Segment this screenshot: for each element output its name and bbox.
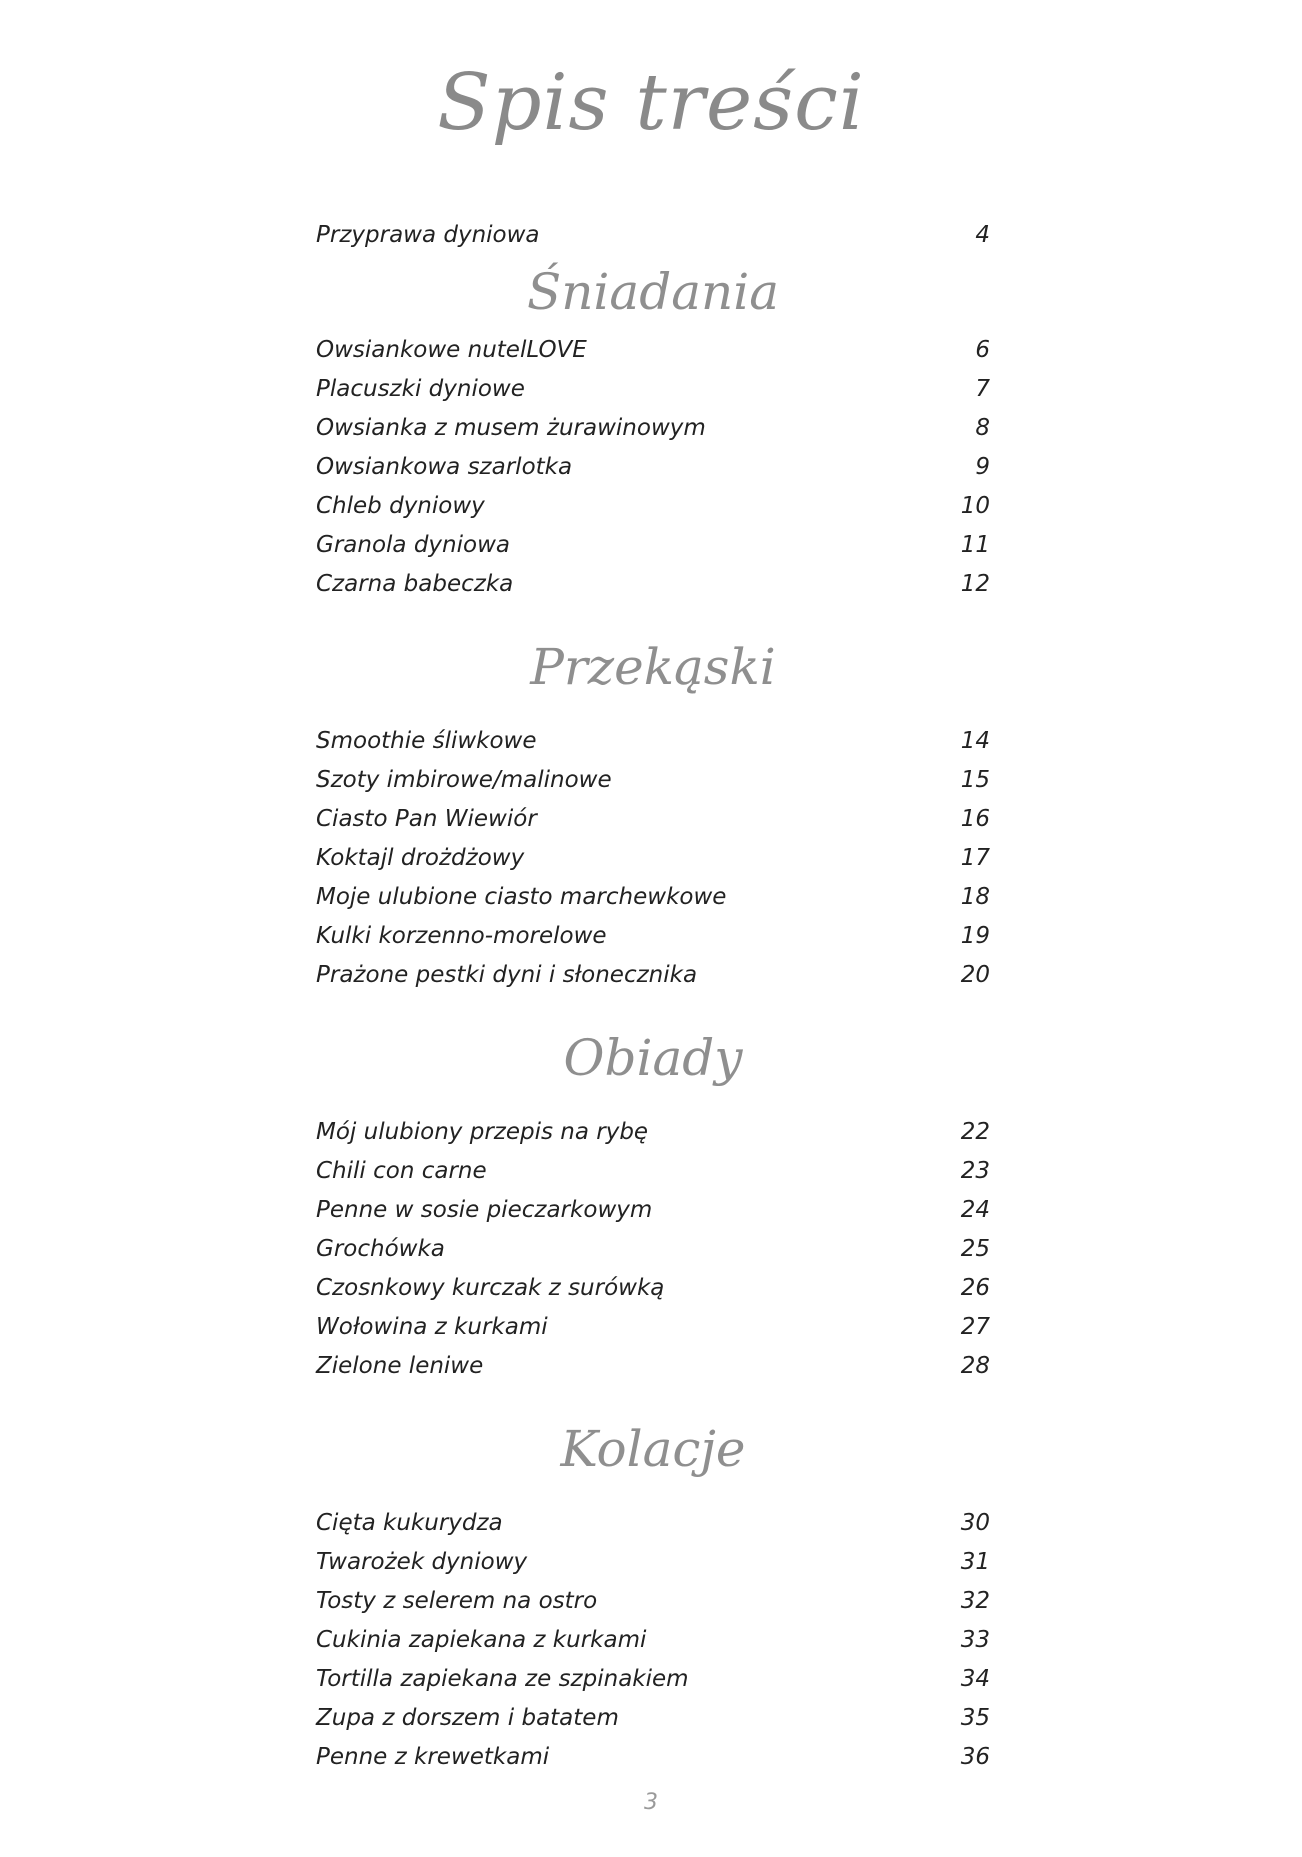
toc-entry-label: Cięta kukurydza bbox=[316, 1510, 503, 1536]
toc-entry-label: Granola dyniowa bbox=[316, 532, 510, 558]
toc-entry-label: Penne z krewetkami bbox=[316, 1744, 550, 1770]
toc-entry[interactable] bbox=[316, 800, 990, 839]
section-heading-sniadania: Śniadania bbox=[526, 263, 780, 321]
toc-entry-page: 11 bbox=[960, 532, 990, 558]
toc-entry-label: Cukinia zapiekana z kurkami bbox=[316, 1627, 647, 1653]
toc-entry[interactable] bbox=[316, 216, 990, 255]
toc-entry[interactable] bbox=[316, 487, 990, 526]
toc-entry-page: 24 bbox=[960, 1197, 990, 1223]
toc-entry-label: Kulki korzenno-morelowe bbox=[316, 923, 607, 949]
toc-entry-label: Mój ulubiony przepis na rybę bbox=[316, 1119, 649, 1145]
toc-entry[interactable] bbox=[316, 878, 990, 917]
toc-entry-page: 23 bbox=[960, 1158, 990, 1184]
toc-entry-page: 36 bbox=[960, 1744, 990, 1770]
table-of-contents bbox=[316, 216, 990, 1777]
toc-entry[interactable] bbox=[316, 1308, 990, 1347]
toc-entry-page: 17 bbox=[960, 845, 990, 871]
section-heading-kolacje: Kolacje bbox=[560, 1420, 746, 1478]
toc-entry-page: 34 bbox=[960, 1666, 990, 1692]
toc-entry-page: 35 bbox=[960, 1705, 990, 1731]
toc-entry-page: 19 bbox=[960, 923, 990, 949]
toc-entry-page: 4 bbox=[975, 222, 990, 248]
toc-entry-page: 33 bbox=[960, 1627, 990, 1653]
toc-entry-page: 30 bbox=[960, 1510, 990, 1536]
toc-entry-page: 15 bbox=[960, 767, 990, 793]
toc-entry-page: 6 bbox=[975, 337, 990, 363]
toc-entry[interactable] bbox=[316, 409, 990, 448]
toc-entry[interactable] bbox=[316, 917, 990, 956]
toc-entry[interactable] bbox=[316, 761, 990, 800]
toc-entry[interactable] bbox=[316, 1230, 990, 1269]
toc-entry-page: 14 bbox=[960, 728, 990, 754]
toc-entry-page: 20 bbox=[960, 962, 990, 988]
toc-entry[interactable] bbox=[316, 1699, 990, 1738]
toc-entry-label: Moje ulubione ciasto marchewkowe bbox=[316, 884, 727, 910]
toc-entry[interactable] bbox=[316, 1660, 990, 1699]
toc-entry[interactable] bbox=[316, 1152, 990, 1191]
toc-entry-label: Grochówka bbox=[316, 1236, 445, 1262]
toc-entry-label: Szoty imbirowe/malinowe bbox=[316, 767, 612, 793]
toc-entry-page: 16 bbox=[960, 806, 990, 832]
toc-entry[interactable] bbox=[316, 722, 990, 761]
toc-entry-page: 26 bbox=[960, 1275, 990, 1301]
toc-entry-page: 18 bbox=[960, 884, 990, 910]
toc-entry[interactable] bbox=[316, 1347, 990, 1386]
toc-entry-page: 27 bbox=[960, 1314, 990, 1340]
toc-entry[interactable] bbox=[316, 1269, 990, 1308]
toc-entry[interactable] bbox=[316, 1621, 990, 1660]
toc-entry-label: Owsiankowa szarlotka bbox=[316, 454, 573, 480]
toc-entry-label: Penne w sosie pieczarkowym bbox=[316, 1197, 653, 1223]
toc-entry-page: 25 bbox=[960, 1236, 990, 1262]
toc-entry[interactable] bbox=[316, 1738, 990, 1777]
toc-entry-label: Ciasto Pan Wiewiór bbox=[316, 806, 537, 832]
toc-entry[interactable] bbox=[316, 839, 990, 878]
toc-entry[interactable] bbox=[316, 565, 990, 604]
toc-entry-page: 32 bbox=[960, 1588, 990, 1614]
toc-entry-label: Prażone pestki dyni i słonecznika bbox=[316, 962, 698, 988]
toc-entry-page: 12 bbox=[960, 571, 990, 597]
toc-entry-page: 7 bbox=[975, 376, 990, 402]
toc-entry-label: Zielone leniwe bbox=[316, 1353, 484, 1379]
page-number: 3 bbox=[644, 1790, 658, 1815]
toc-entry[interactable] bbox=[316, 1543, 990, 1582]
toc-entry-label: Tosty z selerem na ostro bbox=[316, 1588, 598, 1614]
section-heading-przekaski: Przekąski bbox=[530, 638, 776, 696]
page-title: Spis treści bbox=[437, 58, 865, 148]
toc-entry[interactable] bbox=[316, 370, 990, 409]
toc-entry-label: Chleb dyniowy bbox=[316, 493, 485, 519]
toc-entry-label: Owsianka z musem żurawinowym bbox=[316, 415, 706, 441]
toc-entry-label: Tortilla zapiekana ze szpinakiem bbox=[316, 1666, 689, 1692]
toc-entry-label: Owsiankowe nutelLOVE bbox=[316, 337, 587, 363]
toc-entry-page: 8 bbox=[975, 415, 990, 441]
toc-entry-label: Czosnkowy kurczak z surówką bbox=[316, 1275, 665, 1301]
section-heading-obiady: Obiady bbox=[563, 1029, 743, 1087]
toc-entry-page: 10 bbox=[960, 493, 990, 519]
toc-entry-page: 28 bbox=[960, 1353, 990, 1379]
toc-entry-label: Smoothie śliwkowe bbox=[316, 728, 537, 754]
toc-entry-label: Twarożek dyniowy bbox=[316, 1549, 528, 1575]
toc-entry-page: 9 bbox=[975, 454, 990, 480]
toc-entry-label: Przyprawa dyniowa bbox=[316, 222, 540, 248]
toc-entry[interactable] bbox=[316, 1113, 990, 1152]
toc-entry[interactable] bbox=[316, 956, 990, 995]
toc-entry-page: 31 bbox=[960, 1549, 990, 1575]
toc-entry[interactable] bbox=[316, 526, 990, 565]
toc-entry[interactable] bbox=[316, 1504, 990, 1543]
toc-entry-label: Placuszki dyniowe bbox=[316, 376, 525, 402]
toc-entry-label: Chili con carne bbox=[316, 1158, 487, 1184]
toc-entry[interactable] bbox=[316, 1191, 990, 1230]
toc-entry[interactable] bbox=[316, 448, 990, 487]
toc-entry-label: Koktajl drożdżowy bbox=[316, 845, 525, 871]
toc-entry-label: Czarna babeczka bbox=[316, 571, 514, 597]
toc-entry-page: 22 bbox=[960, 1119, 990, 1145]
toc-entry[interactable] bbox=[316, 331, 990, 370]
toc-entry-label: Zupa z dorszem i batatem bbox=[316, 1705, 619, 1731]
toc-entry[interactable] bbox=[316, 1582, 990, 1621]
toc-entry-label: Wołowina z kurkami bbox=[316, 1314, 548, 1340]
